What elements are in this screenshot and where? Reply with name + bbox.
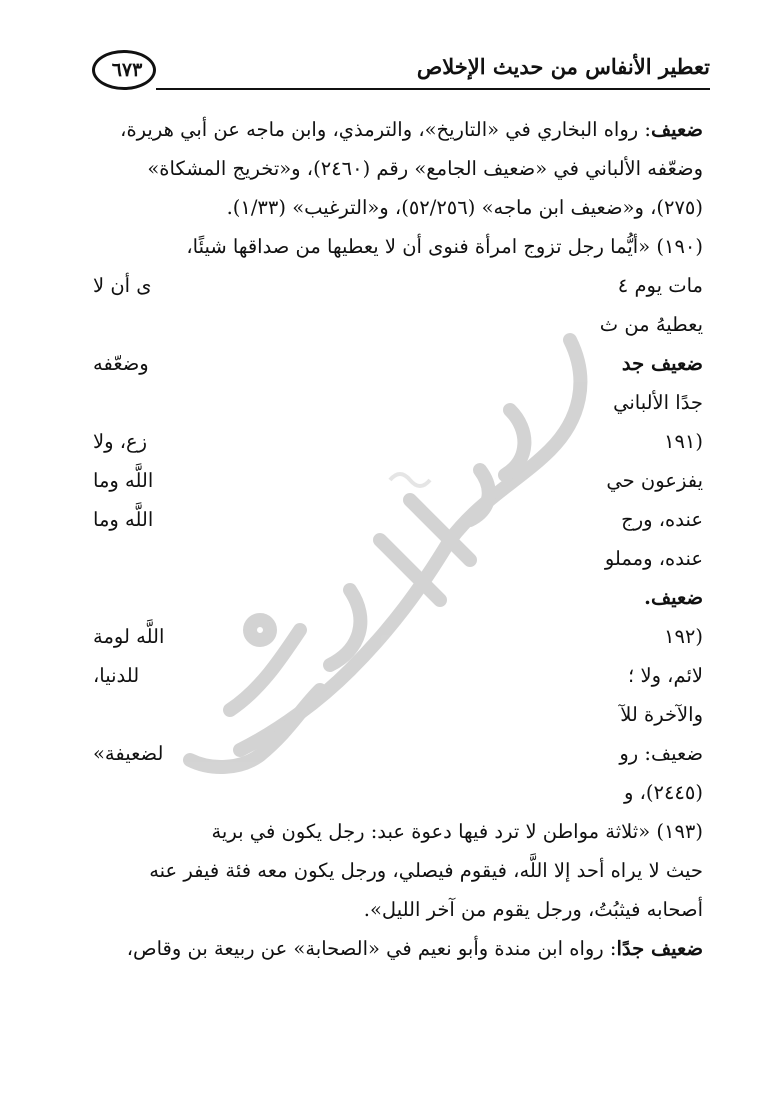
line-fragment-right: جدًا الألباني	[613, 391, 703, 414]
grade-label: ضعيف جدًا	[616, 937, 703, 960]
page-number-oval	[92, 50, 156, 90]
text-line	[93, 149, 703, 188]
grade-label: ضعيف	[650, 118, 703, 141]
line-fragment-left: لضعيفة»	[93, 742, 164, 765]
text-line	[93, 344, 703, 383]
line-text: (١٩٣) «ثلاثة مواطن لا ترد فيها دعوة عبد: رجل يكون في برية	[211, 820, 703, 843]
text-line	[93, 773, 703, 812]
line-fragment-left: اللَّه وما	[93, 469, 154, 492]
text-line	[93, 266, 703, 305]
line-fragment-left: زع، ولا	[93, 430, 148, 453]
body-text	[93, 110, 703, 968]
line-fragment-right: ضعيف جد	[621, 352, 703, 375]
text-line	[93, 578, 703, 617]
line-fragment-right: لائم، ولا ؛	[628, 664, 703, 687]
line-fragment-right: عنده، ومملو	[604, 547, 703, 570]
text-line	[93, 110, 703, 149]
header-rule	[156, 88, 710, 90]
line-text: : رواه ابن مندة وأبو نعيم في «الصحابة» عن ربيعة بن وقاص،	[126, 937, 617, 960]
line-fragment-left: وضعّفه	[93, 352, 149, 375]
line-fragment-right: عنده، ورج	[621, 508, 703, 531]
line-text: (٢٧٥)، و«ضعيف ابن ماجه» (٥٢/٢٥٦)، و«الترغيب» (١/٣٣).	[226, 196, 703, 219]
line-text: (١٩٠) «أيُّما رجل تزوج امرأة فنوى أن لا يعطيها من صداقها شيئًا،	[186, 235, 703, 258]
line-fragment-right: يفزعون حي	[606, 469, 703, 492]
page-number: ٦٧٣	[111, 59, 143, 81]
text-line	[93, 617, 703, 656]
line-text: حيث لا يراه أحد إلا اللَّه، فيقوم فيصلي، ورجل يكون معه فئة فيفر عنه	[149, 859, 703, 882]
line-text: : رواه البخاري في «التاريخ»، والترمذي، وابن ماجه عن أبي هريرة،	[120, 118, 651, 141]
line-fragment-left: للدنيا،	[93, 664, 140, 687]
text-line	[93, 656, 703, 695]
line-fragment-right: (١٩١	[663, 430, 703, 453]
text-line	[93, 890, 703, 929]
line-fragment-right: (٢٤٤٥)، و	[623, 781, 703, 804]
line-fragment-right: ضعيف.	[644, 586, 703, 609]
text-line	[93, 695, 703, 734]
text-line	[93, 461, 703, 500]
text-line	[93, 305, 703, 344]
text-line	[93, 812, 703, 851]
line-fragment-right: مات يوم ٤	[617, 274, 703, 297]
text-line	[93, 188, 703, 227]
line-fragment-right: (١٩٢	[663, 625, 703, 648]
line-fragment-right: يعطيهُ من ث	[599, 313, 703, 336]
page-header	[92, 50, 710, 96]
text-line	[93, 539, 703, 578]
text-line	[93, 227, 703, 266]
line-fragment-right: والآخرة للآ	[620, 703, 703, 726]
text-line	[93, 734, 703, 773]
line-fragment-left: اللَّه وما	[93, 508, 154, 531]
text-line	[93, 851, 703, 890]
running-title: تعطير الأنفاس من حديث الإخلاص	[416, 54, 710, 79]
line-fragment-right: ضعيف: رو	[619, 742, 703, 765]
text-line	[93, 929, 703, 968]
text-line	[93, 500, 703, 539]
line-text: أصحابه فيثبُتُ، ورجل يقوم من آخر الليل».	[363, 898, 703, 921]
line-fragment-left: اللَّه لومة	[93, 625, 165, 648]
line-text: وضعّفه الألباني في «ضعيف الجامع» رقم (٢٤٦٠)، و«تخريج المشكاة»	[147, 157, 703, 180]
line-fragment-left: ى أن لا	[93, 274, 152, 297]
text-line	[93, 383, 703, 422]
text-line	[93, 422, 703, 461]
